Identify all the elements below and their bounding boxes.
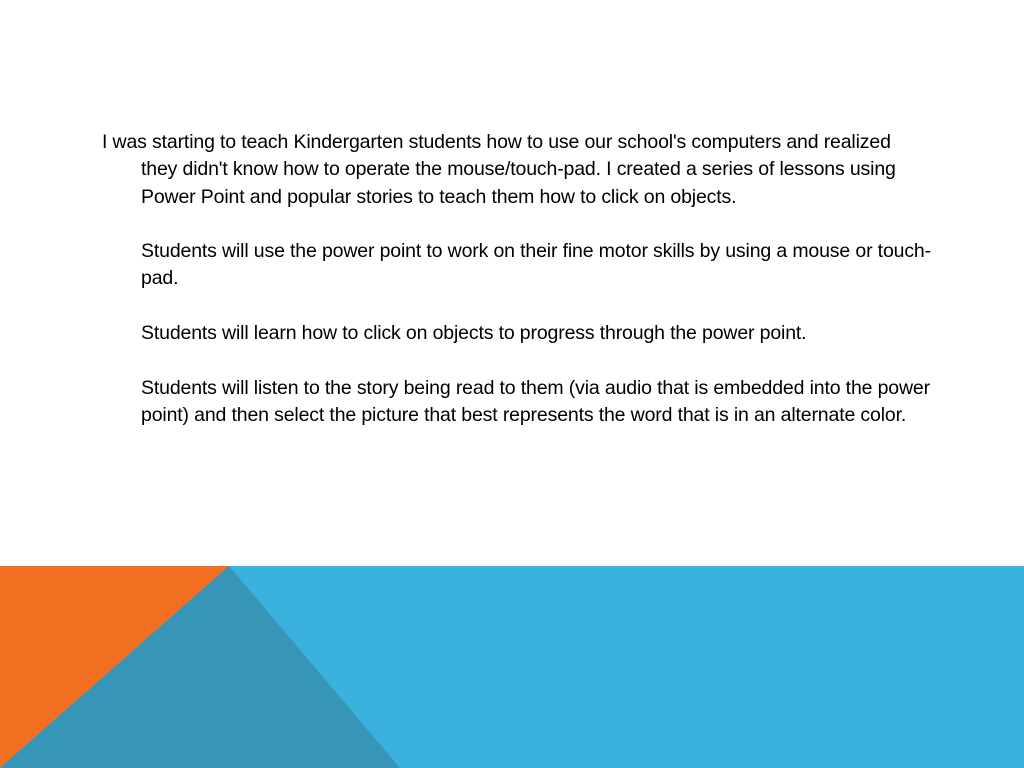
intro-paragraph: I was starting to teach Kindergarten students how to use our school's computers and realized they didn't know how to operate the mouse/touch-pad. I created a series of lessons using Power Point and popular stories to teach them how to click on objects.	[102, 131, 896, 208]
slide-body-text	[102, 129, 932, 429]
objective-click-objects: Students will learn how to click on objects to progress through the power point.	[141, 322, 807, 345]
footer-decoration	[0, 566, 1024, 768]
objective-fine-motor: Students will use the power point to work on their fine motor skills by using a mouse or touch-pad.	[141, 240, 931, 290]
objective-listen-select: Students will listen to the story being read to them (via audio that is embedded into the power point) and then select the picture that best represents the word that is in an alternate color.	[141, 376, 930, 426]
